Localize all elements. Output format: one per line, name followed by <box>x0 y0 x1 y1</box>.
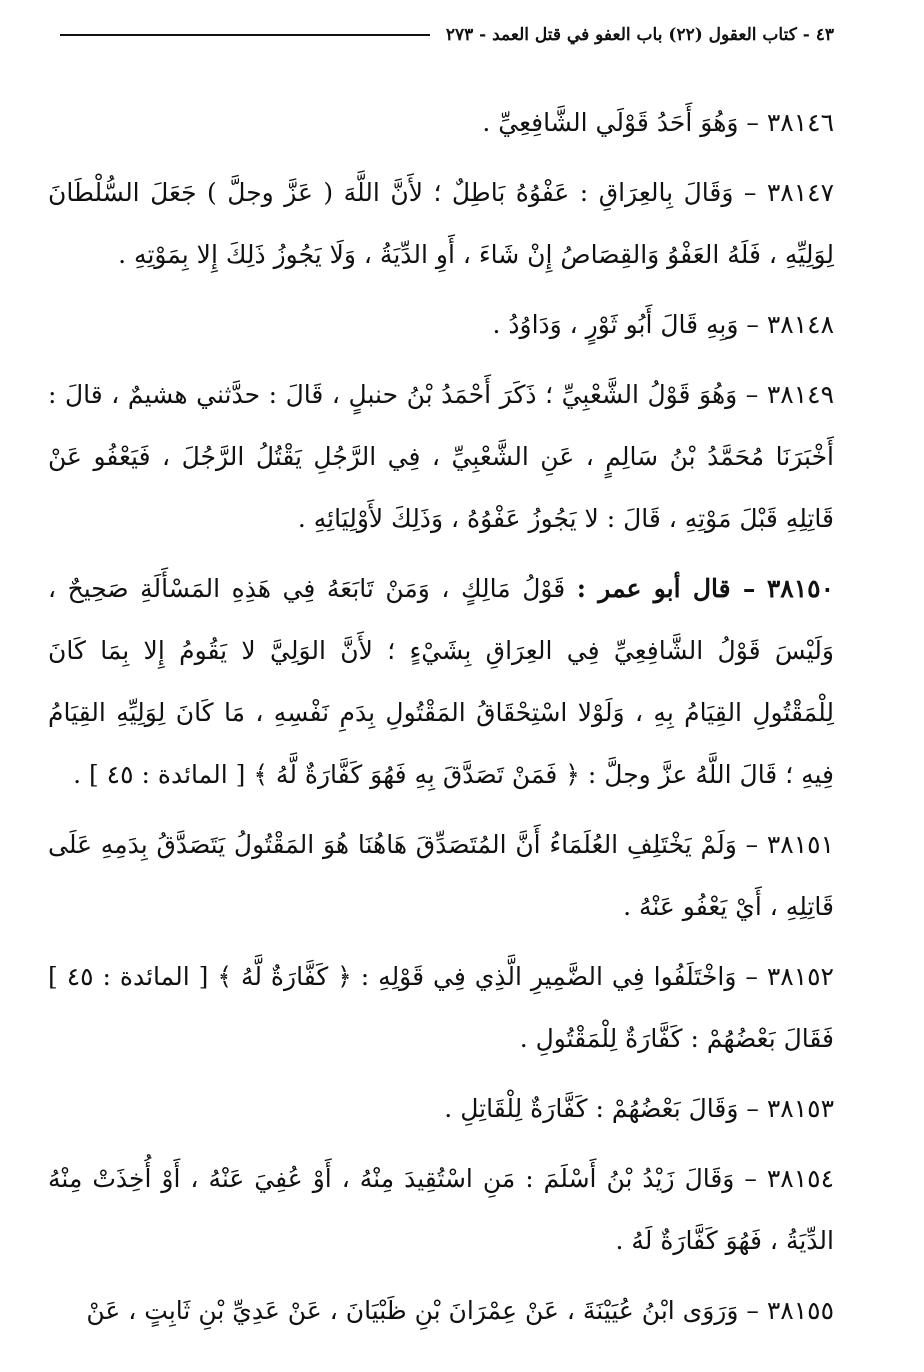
paragraph <box>48 92 834 154</box>
quran-verse: ﴿ فَمَنْ تَصَدَّقَ بِهِ فَهُوَ كَفَّارَةٌ لَّهُ ﴾ <box>253 760 580 789</box>
paragraph <box>48 1078 834 1140</box>
paragraph <box>48 1148 834 1272</box>
running-title: ٤٣ - كتاب العقول (٢٢) باب العفو في قتل العمد - ٢٧٣ <box>445 25 834 45</box>
paragraph <box>48 946 834 1070</box>
paragraph-number: ٣٨١٤٧ <box>766 178 834 207</box>
paragraph-number: ٣٨١٥١ <box>766 830 834 859</box>
verse-reference: [ المائدة : ٤٥ ] . <box>73 760 246 789</box>
paragraph-number: ٣٨١٥٢ <box>766 962 834 991</box>
paragraph <box>48 294 834 356</box>
paragraph-text: – وَقَالَ زَيْدُ بْنُ أَسْلَمَ : مَنِ اسْتُقِيدَ مِنْهُ ، أَوْ عُفِيَ عَنْهُ ، أَوْ أُخِذَتْ مِنْهُ الدِّيَةُ ، فَهُوَ كَفَّارَةٌ لَهُ . <box>48 1164 834 1255</box>
paragraph-text: – وَقَالَ بِالعِرَاقِ : عَفْوُهُ بَاطِلٌ ؛ لأَنَّ اللَّهَ ( عَزَّ وجلَّ ) جَعَلَ السُّلْطَانَ لِوَلِيِّهِ ، فَلَهُ العَفْوُ وَالقِصَاصُ إِنْ شَاءَ ، أَوِ الدِّيَةُ ، وَلَا يَجُوزُ ذَلِكَ إِلا بِمَوْتِهِ . <box>48 178 834 269</box>
paragraph-lead: – قال أبو عمر : <box>576 574 756 603</box>
paragraph <box>48 814 834 938</box>
paragraph-number: ٣٨١٥٥ <box>766 1296 834 1325</box>
paragraph-text: – وَلَمْ يَخْتَلِفِ العُلَمَاءُ أَنَّ المُتَصَدِّقَ هَاهُنَا هُوَ المَقْتُولُ يَتَصَدَّقُ بِدَمِهِ عَلَى قَاتِلِهِ ، أَيْ يَعْفُو عَنْهُ . <box>48 830 834 921</box>
paragraph-text: – وَبِهِ قَالَ أَبُو ثَوْرٍ ، وَدَاوُدُ . <box>492 310 759 339</box>
header-rule <box>60 34 430 36</box>
quran-verse: ﴿ كَفَّارَةٌ لَّهُ ﴾ <box>217 962 352 991</box>
paragraph <box>48 162 834 286</box>
paragraph-text: – وَهُوَ أَحَدُ قَوْلَي الشَّافِعِيِّ . <box>482 108 759 137</box>
paragraph-text: – وَهُوَ قَوْلُ الشَّعْبِيِّ ؛ ذَكَرَ أَحْمَدُ بْنُ حنبلٍ ، قَالَ : حدَّثني هشيمٌ ، قالَ : أَخْبَرَنَا مُحَمَّدُ بْنُ سَالِمٍ ، عَنِ الشَّعْبِيِّ ، فِي الرَّجُلِ يَقْتُلُ الرَّجُلَ ، فَيَعْفُو عَنْ قَاتِلِهِ قَبْلَ مَوْتِهِ ، قَالَ : لا يَجُوزُ عَفْوُهُ ، وَذَلِكَ لأَوْلِيَائِهِ . <box>48 380 834 533</box>
page-header <box>48 20 834 50</box>
paragraph-number: ٣٨١٤٦ <box>766 108 834 137</box>
paragraph-number: ٣٨١٥٠ <box>766 574 835 603</box>
paragraph <box>48 1280 834 1342</box>
paragraph-number: ٣٨١٥٣ <box>766 1094 834 1123</box>
paragraph-text: – وَقَالَ بَعْضُهُمْ : كَفَّارَةٌ لِلْقَاتِلِ . <box>444 1094 759 1123</box>
page-body <box>48 92 834 1350</box>
paragraph <box>48 364 834 550</box>
paragraph-text: – وَرَوَى ابْنُ عُيَيْنَةَ ، عَنْ عِمْرَانَ بْنِ ظَبْيَانَ ، عَنْ عَدِيِّ بْنِ ثَابِتٍ ، عَنْ <box>86 1296 759 1325</box>
paragraph-text: – وَاخْتَلَفُوا فِي الضَّمِيرِ الَّذِي فِي قَوْلِهِ : <box>360 962 758 991</box>
paragraph-number: ٣٨١٤٩ <box>766 380 835 409</box>
paragraph-tail: فَقَالَ بَعْضُهُمْ : كَفَّارَةٌ لِلْمَقْتُولِ . <box>519 1024 834 1053</box>
paragraph-text: قَوْلُ مَالِكٍ ، وَمَنْ تَابَعَهُ فِي هَذِهِ المَسْأَلَةِ صَحِيحٌ ، وَلَيْسَ قَوْلُ الشَّافِعِيِّ فِي العِرَاقِ بِشَيْءٍ ؛ لأَنَّ الوَلِيَّ لا يَقُومُ إِلا بِمَا كَانَ لِلْمَقْتُولِ القِيَامُ بِهِ ، وَلَوْلا اسْتِحْقَاقُ المَقْتُولِ بِدَمِ نَفْسِهِ ، مَا كَانَ لِوَلِيِّهِ القِيَامُ فِيهِ ؛ قَالَ اللَّهُ عزَّ وجلَّ : <box>48 574 834 789</box>
paragraph <box>48 558 834 806</box>
paragraph-number: ٣٨١٤٨ <box>766 310 834 339</box>
paragraph-number: ٣٨١٥٤ <box>766 1164 835 1193</box>
verse-reference: [ المائدة : ٤٥ ] <box>48 962 209 991</box>
